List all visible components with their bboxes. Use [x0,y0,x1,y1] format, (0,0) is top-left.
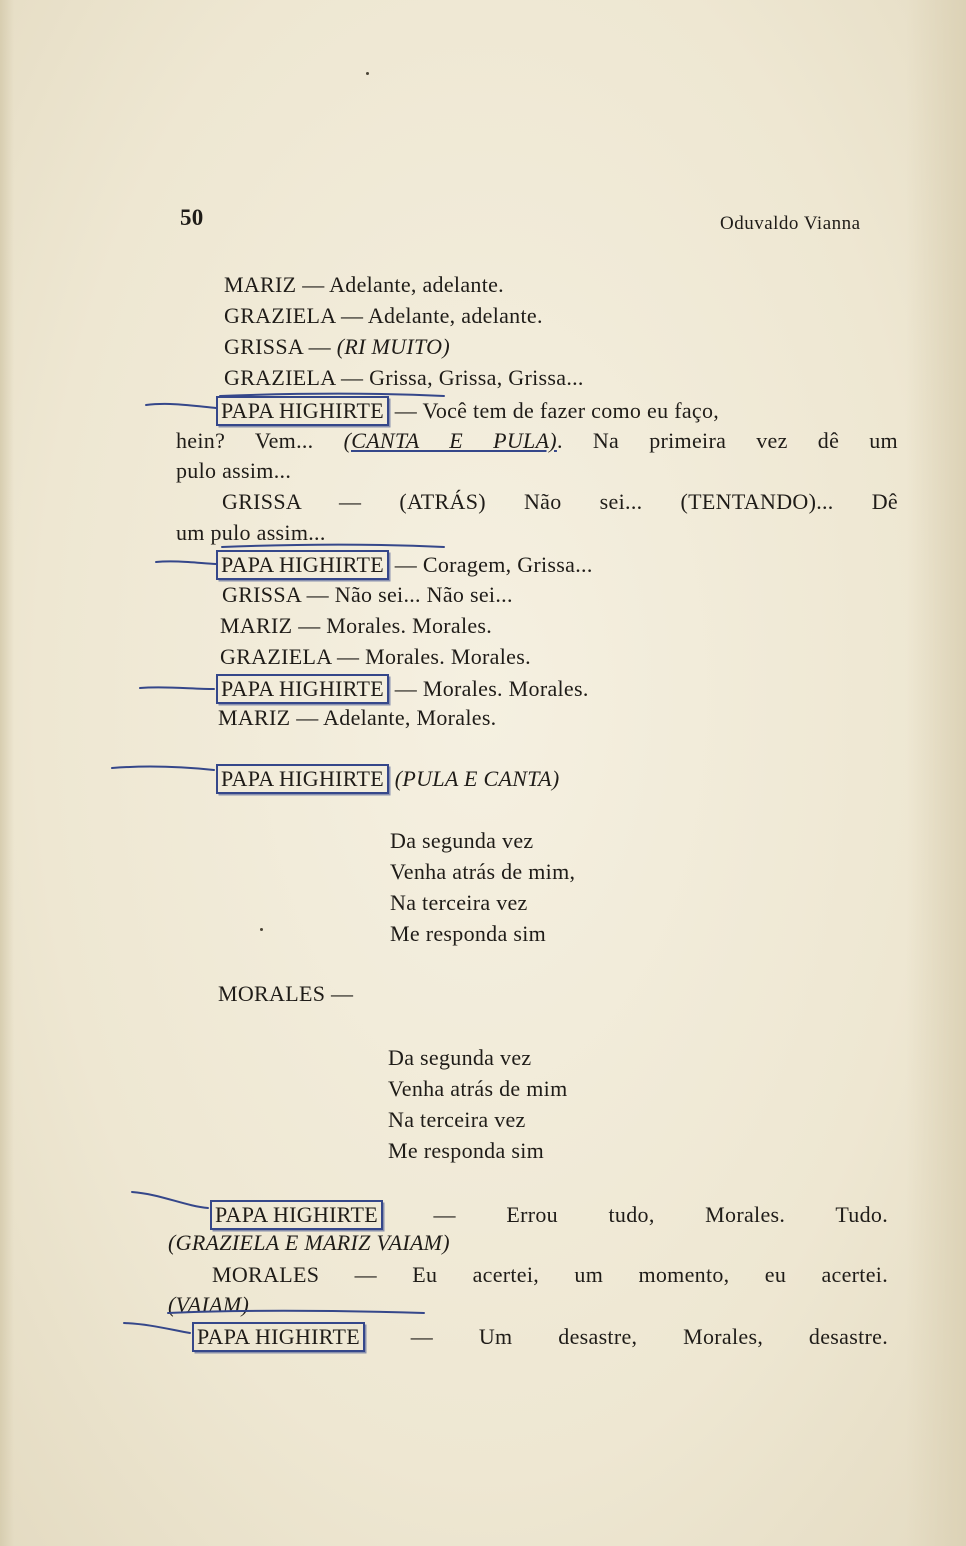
pen-arrow-stroke [112,767,214,770]
dialogue-line [192,1322,888,1352]
pen-arrow-stroke [124,1323,190,1333]
speaker-name: MORALES [218,981,326,1006]
stage-direction: (RI MUITO) [336,334,450,359]
dialogue-line [224,365,584,391]
running-header-author: Oduvaldo Vianna [720,213,861,234]
dialogue-line [220,644,531,670]
stage-direction: (GRAZIELA E MARIZ VAIAM) [168,1230,450,1255]
dialogue-text: — Morales. Morales. [394,676,589,701]
speaker-name: GRISSA [222,489,301,514]
pen-arrow-stroke [140,687,214,689]
pen-arrow-stroke [156,561,216,564]
speaker-name: MORALES [212,1262,320,1287]
speaker-name-boxed: PAPA HIGHIRTE [216,674,389,704]
dialogue-text: — Morales. Morales. [298,613,493,638]
dialogue-text: — [308,334,337,359]
song-verse-line: Me responda sim [388,1138,545,1163]
speaker-name: MARIZ [218,705,291,730]
speaker-name-boxed: PAPA HIGHIRTE [216,550,389,580]
speaker-name: GRAZIELA [224,365,336,390]
dialogue-text: — Grissa, Grissa, Grissa... [340,365,584,390]
dialogue-text: — Adelante, adelante. [340,303,543,328]
speaker-name: GRISSA [224,334,303,359]
dialogue-line [210,1200,888,1230]
speaker-name-boxed: PAPA HIGHIRTE [216,764,389,794]
paper-speck [366,72,369,75]
song-verse-line: Na terceira vez [390,890,528,915]
dialogue-text: — Adelante, adelante. [302,272,504,297]
dialogue-text: — (ATRÁS) Não sei... (TENTANDO)... Dê [338,489,898,514]
dialogue-continuation: um pulo assim... [176,520,326,545]
dialogue-line [216,550,593,580]
page-edge-shadow-right [906,0,966,1546]
song-verse-line: Venha atrás de mim, [390,859,576,884]
stage-direction: (PULA E CANTA) [394,766,560,791]
speaker-name-boxed: PAPA HIGHIRTE [216,396,389,426]
dialogue-continuation [176,428,898,454]
dialogue-text: — Um desastre, Morales, desastre. [410,1324,888,1349]
dialogue-text: — Morales. Morales. [336,644,531,669]
speaker-name: MARIZ [220,613,293,638]
song-verse-line: Venha atrás de mim [388,1076,568,1101]
speaker-name: GRISSA [222,582,301,607]
dialogue-text: — Coragem, Grissa... [394,552,593,577]
pen-arrow-stroke [132,1192,208,1208]
song-verse-line: Da segunda vez [388,1045,532,1070]
paper-speck [260,928,263,931]
speaker-name: MARIZ [224,272,297,297]
dialogue-text: — Adelante, Morales. [296,705,497,730]
song-verse-line: Me responda sim [390,921,547,946]
dialogue-continuation: pulo assim... [176,458,292,483]
song-verse-line: Da segunda vez [390,828,534,853]
dialogue-line [224,303,543,329]
dialogue-line [220,613,492,639]
dialogue-line [224,272,504,298]
stage-direction: (CANTA E PULA) [343,428,557,453]
page-edge-shadow-left [0,0,14,1546]
dialogue-text: — Eu acertei, um momento, eu acertei. [354,1262,888,1287]
dialogue-line [216,674,589,704]
dialogue-line [216,396,719,426]
dialogue-line [216,764,560,794]
dialogue-text: hein? Vem... [176,428,344,453]
song-verse-line: Na terceira vez [388,1107,526,1132]
dialogue-line [222,489,898,515]
stage-direction: (VAIAM) [168,1292,250,1317]
speaker-name-boxed: PAPA HIGHIRTE [210,1200,383,1230]
dialogue-line [222,582,513,608]
dialogue-text: — Errou tudo, Morales. Tudo. [433,1202,888,1227]
dialogue-text: — [331,981,354,1006]
pen-arrow-stroke [146,404,216,408]
dialogue-text: — Não sei... Não sei... [306,582,513,607]
speaker-name-boxed: PAPA HIGHIRTE [192,1322,365,1352]
speaker-name: GRAZIELA [224,303,336,328]
dialogue-line [218,705,497,731]
dialogue-line [218,981,353,1007]
dialogue-text: . Na primeira vez dê um [556,428,898,453]
page-number: 50 [180,205,204,230]
speaker-name: GRAZIELA [220,644,332,669]
dialogue-line [224,334,450,360]
dialogue-text: — Você tem de fazer como eu faço, [394,398,720,423]
dialogue-line [212,1262,888,1288]
